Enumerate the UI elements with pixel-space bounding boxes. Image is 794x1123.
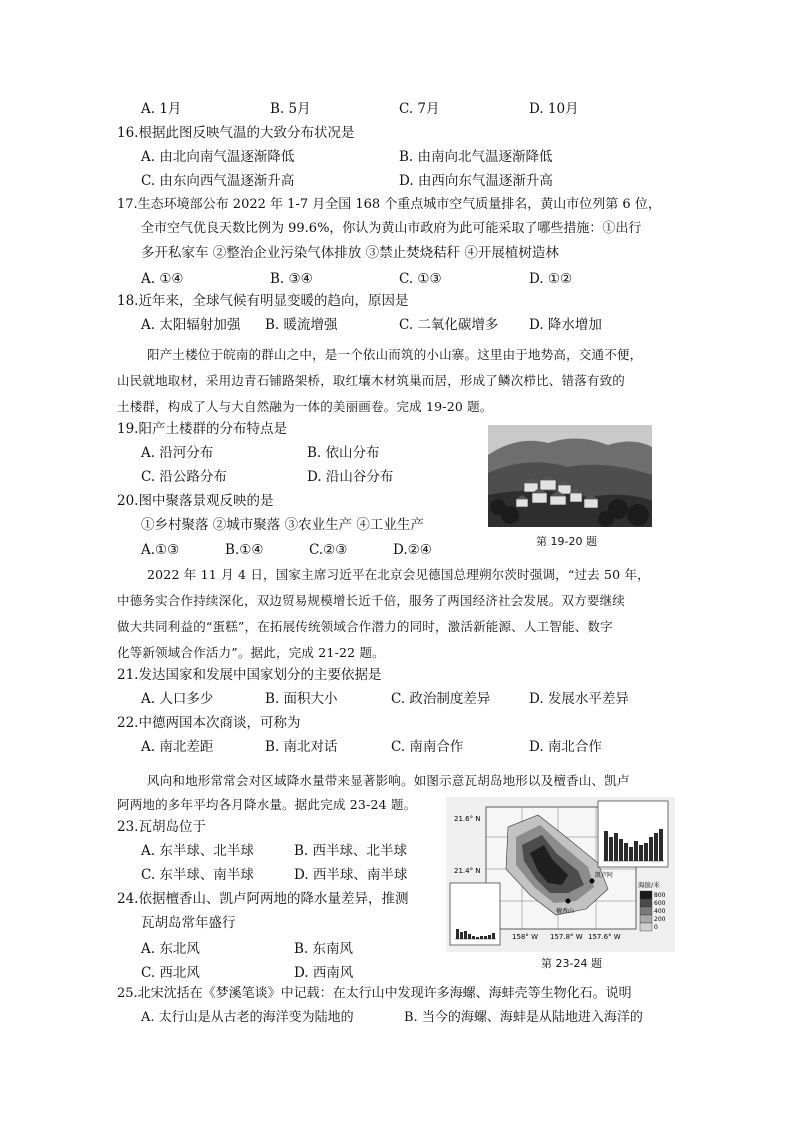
q17-option-c: C. ①③ [399,271,442,287]
q18-option-a: A. 太阳辐射加强 [141,317,241,333]
q24-option-c: C. 西北风 [141,965,200,981]
map-legend-title: 海拔/米 [638,881,660,889]
q24-option-d: D. 西南风 [294,965,354,981]
q20-option-d: D.②④ [393,542,432,558]
q22-option-d: D. 南北合作 [529,739,602,755]
q24-line-1: 24.依据檀香山、凯卢阿两地的降水量差异，推测 [117,891,409,907]
passage-1-line-1: 阳产土楼位于皖南的群山之中，是一个依山而筑的小山寨。这里由于地势高，交通不便， [147,347,643,362]
q23-option-a: A. 东半球、北半球 [141,843,254,859]
q21-option-d: D. 发展水平差异 [529,691,629,707]
map-city-honolulu: 檀香山 [556,908,575,915]
q20-option-b: B.①④ [225,542,264,558]
q24-option-a: A. 东北风 [141,941,200,957]
tulou-village-photo [488,425,652,527]
q18-option-c: C. 二氧化碳增多 [399,317,499,333]
q25-option-b: B. 当今的海螺、海蚌是从陆地进入海洋的 [404,1010,643,1025]
q17-line-1: 17.生态环境部公布 2022 年 1-7 月全国 168 个重点城市空气质量排名，黄山市位列第 6 位， [117,197,661,212]
passage-1-line-2: 山民就地取材，采用边青石铺路架桥，取红壤木材筑巢而居，形成了鳞次栉比、错落有致的 [117,373,626,388]
map-legend-value-200: 200 [654,916,666,923]
oahu-map-figure [446,797,675,952]
passage-2-line-1: 2022 年 11 月 4 日，国家主席习近平在北京会见德国总理朔尔茨时强调，“过去 50 年， [147,567,650,582]
q19-stem: 19.阳产土楼群的分布特点是 [117,421,287,437]
q17-option-b: B. ③④ [270,271,313,287]
passage-3-line-1: 风向和地形常常会对区域降水量带来显著影响。如图示意瓦胡岛地形以及檀香山、凯卢 [147,773,630,788]
caption-19-20: 第 19-20 题 [536,535,597,548]
q17-option-a: A. ①④ [141,271,184,287]
map-legend-value-400: 400 [654,908,666,915]
q22-option-c: C. 南南合作 [391,739,464,755]
q19-option-a: A. 沿河分布 [141,445,214,461]
q15-option-a: A. 1月 [141,101,182,117]
q23-stem: 23.瓦胡岛位于 [117,819,206,835]
passage-3-line-2: 阿两地的多年平均各月降水量。据此完成 23-24 题。 [117,797,417,812]
map-lat-label-1: 21.6° N [454,815,481,823]
q21-option-b: B. 面积大小 [265,691,338,707]
q18-stem: 18.近年来，全球气候有明显变暖的趋向，原因是 [117,293,409,309]
map-lon-label-1: 158° W [512,933,539,941]
q23-option-b: B. 西半球、北半球 [294,843,408,859]
q16-stem: 16.根据此图反映气温的大致分布状况是 [117,125,355,141]
q25-stem: 25.北宋沈括在《梦溪笔谈》中记载：在太行山中发现许多海螺、海蚌壳等生物化石。说明 [117,986,632,1001]
q22-stem: 22.中德两国本次商谈，可称为 [117,715,301,731]
q16-option-b: B. 由南向北气温逐渐降低 [399,149,553,165]
map-legend-value-800: 800 [654,892,666,899]
q20-option-a: A.①③ [141,542,180,558]
q19-option-c: C. 沿公路分布 [141,469,227,485]
q15-option-c: C. 7月 [399,101,440,117]
map-legend-value-600: 600 [654,900,666,907]
map-lon-label-3: 157.6° W [588,933,621,941]
q17-line-3: 多开私家车 ②整治企业污染气体排放 ③禁止焚烧秸秆 ④开展植树造林 [141,245,559,261]
q15-option-d: D. 10月 [529,101,579,117]
q17-line-2: 全市空气优良天数比例为 99.6%，你认为黄山市政府为此可能采取了哪些措施：①出行 [141,221,642,236]
q19-option-b: B. 依山分布 [307,445,380,461]
q23-option-d: D. 西半球、南半球 [294,867,408,883]
map-city-kailua: 凯卢阿 [595,872,614,879]
map-legend-value-0: 0 [654,924,658,931]
q16-option-d: D. 由西向东气温逐渐升高 [399,173,553,189]
map-lat-label-2: 21.4° N [454,867,481,875]
q22-option-b: B. 南北对话 [265,739,338,755]
q17-option-d: D. ①② [529,271,573,287]
passage-2-line-3: 做大共同利益的“蛋糕”，在拓展传统领域合作潜力的同时，激活新能源、人工智能、数字 [117,619,613,634]
q23-option-c: C. 东半球、南半球 [141,867,254,883]
passage-2-line-4: 化等新领域合作活力”。据此，完成 21-22 题。 [117,645,385,660]
map-legend [640,891,652,931]
q21-option-a: A. 人口多少 [141,691,214,707]
q25-option-a: A. 太行山是从古老的海洋变为陆地的 [141,1010,354,1025]
q20-line-2: ①乡村聚落 ②城市聚落 ③农业生产 ④工业生产 [141,517,424,533]
caption-23-24: 第 23-24 题 [541,957,602,970]
map-lon-label-2: 157.8° W [550,933,583,941]
q16-option-a: A. 由北向南气温逐渐降低 [141,149,295,165]
q24-line-2: 瓦胡岛常年盛行 [141,915,236,931]
passage-2-line-2: 中德务实合作持续深化，双边贸易规模增长近千倍，服务了两国经济社会发展。双方要继续 [117,593,626,608]
q22-option-a: A. 南北差距 [141,739,214,755]
passage-1-line-3: 土楼群，构成了人与大自然融为一体的美丽画卷。完成 19-20 题。 [117,399,493,414]
q20-stem: 20.图中聚落景观反映的是 [117,493,274,509]
q18-option-d: D. 降水增加 [529,317,602,333]
q20-option-c: C.②③ [309,542,348,558]
q19-option-d: D. 沿山谷分布 [307,469,394,485]
q18-option-b: B. 暖流增强 [265,317,338,333]
q15-option-b: B. 5月 [270,101,311,117]
q21-stem: 21.发达国家和发展中国家划分的主要依据是 [117,667,382,683]
q21-option-c: C. 政治制度差异 [391,691,491,707]
q24-option-b: B. 东南风 [294,941,354,957]
q16-option-c: C. 由东向西气温逐渐升高 [141,173,295,189]
